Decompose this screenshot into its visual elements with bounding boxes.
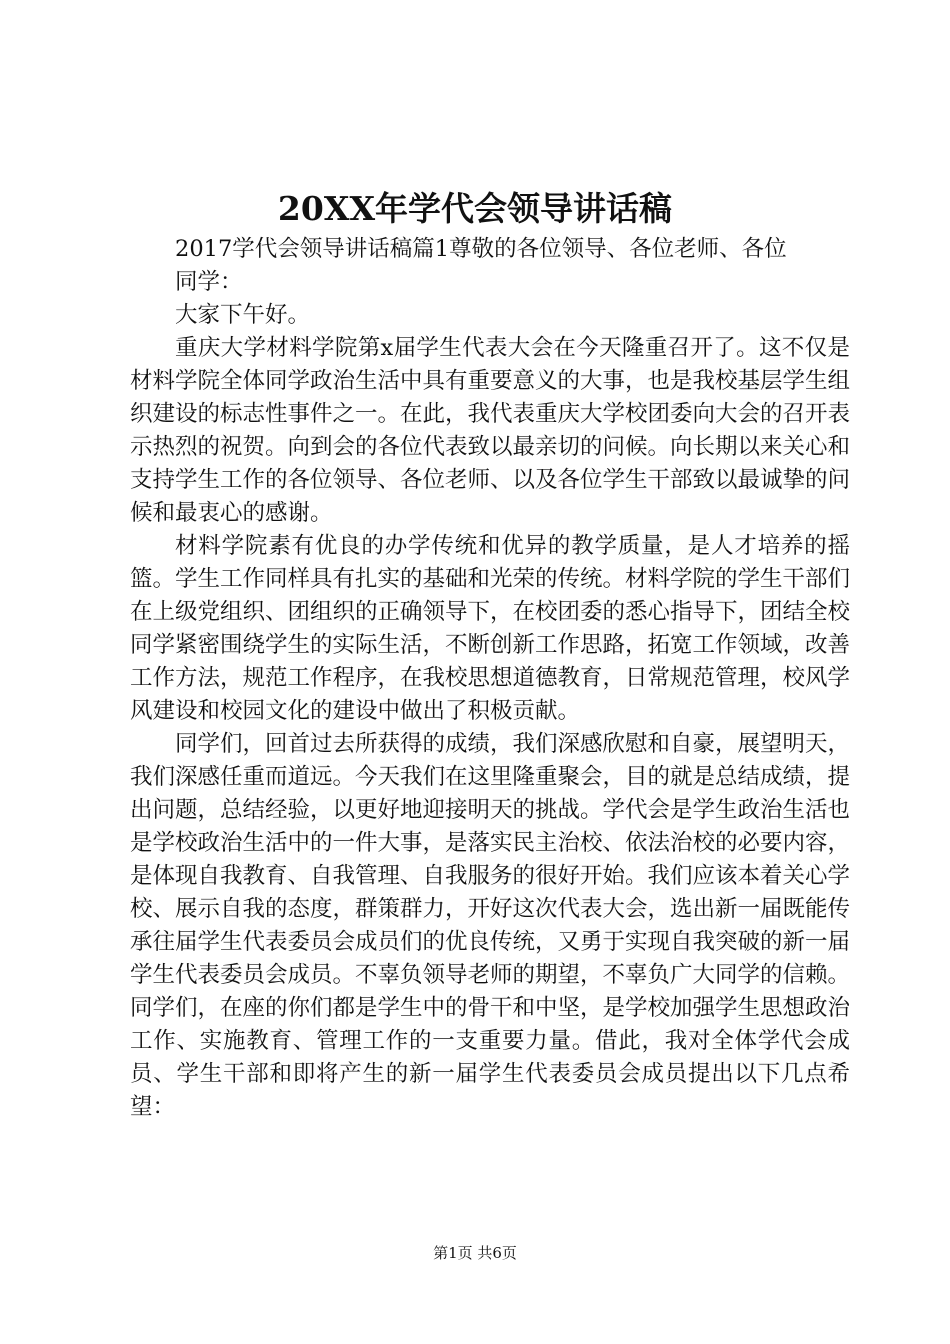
paragraph-college-tradition: 材料学院素有优良的办学传统和优异的教学质量，是人才培养的摇篮。学生工作同样具有扎实的基础和光荣的传统。材料学院的学生干部们在上级党组织、团组织的正确领导下，在校团委的悉心指导下，团结全校同学紧密围绕学生的实际生活，不断创新工作思路，拓宽工作领域，改善工作方法，规范工作程序，在我校思想道德教育，日常规范管理，校风学风建设和校园文化的建设中做出了积极贡献。	[130, 533, 851, 724]
paragraph-good-afternoon: 大家下午好。	[175, 302, 311, 328]
page-number-footer: 第1页 共6页	[433, 1244, 517, 1262]
document-title: 20XX年学代会领导讲话稿	[277, 189, 673, 228]
document-body	[130, 233, 850, 1124]
paragraph-congratulations: 重庆大学材料学院第x届学生代表大会在今天隆重召开了。这不仅是材料学院全体同学政治生活中具有重要意义的大事，也是我校基层学生组织建设的标志性事件之一。在此，我代表重庆大学校团委向大会的召开表示热烈的祝贺。向到会的各位代表致以最亲切的问候。向长期以来关心和支持学生工作的各位领导、各位老师、以及各位学生干部致以最诚挚的问候和最衷心的感谢。	[130, 335, 851, 526]
paragraph-salutation: 同学：	[175, 269, 243, 295]
paragraph-greeting: 2017学代会领导讲话稿篇1尊敬的各位领导、各位老师、各位	[175, 236, 787, 262]
paragraph-hopes: 同学们，回首过去所获得的成绩，我们深感欣慰和自豪，展望明天，我们深感任重而道远。今天我们在这里隆重聚会，目的就是总结成绩，提出问题，总结经验，以更好地迎接明天的挑战。学代会是学生政治生活也是学校政治生活中的一件大事，是落实民主治校、依法治校的必要内容，是体现自我教育、自我管理、自我服务的很好开始。我们应该本着关心学校、展示自我的态度，群策群力，开好这次代表大会，选出新一届既能传承往届学生代表委员会成员们的优良传统，又勇于实现自我突破的新一届学生代表委员会成员。不辜负领导老师的期望，不辜负广大同学的信赖。同学们，在座的你们都是学生中的骨干和中坚，是学校加强学生思想政治工作、实施教育、管理工作的一支重要力量。借此，我对全体学代会成员、学生干部和即将产生的新一届学生代表委员会成员提出以下几点希望：	[130, 731, 851, 1120]
